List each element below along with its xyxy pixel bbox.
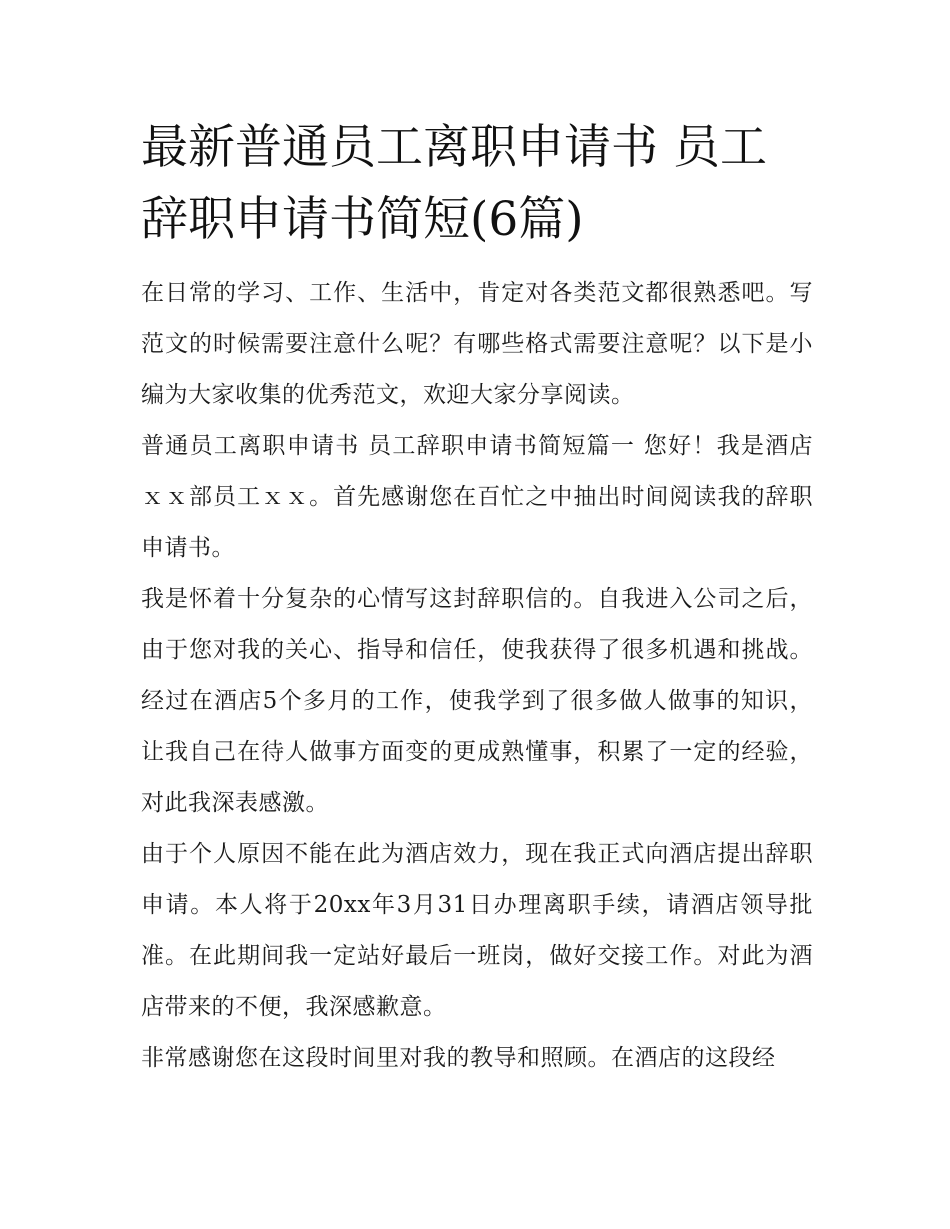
paragraph-reason: 我是怀着十分复杂的心情写这封辞职信的。自我进入公司之后，由于您对我的关心、指导和信任，使我获得了很多机遇和挑战。经过在酒店5个多月的工作，使我学到了很多做人做事的知识，让我自己在待人做事方面变的更成熟懂事，积累了一定的经验，对此我深表感激。: [141, 586, 813, 816]
paragraph-greeting: 普通员工离职申请书 员工辞职申请书简短篇一 您好！我是酒店ｘｘ部员工ｘｘ。首先感谢您在百忙之中抽出时间阅读我的辞职申请书。: [141, 433, 813, 561]
document-title: 最新普通员工离职申请书 员工辞职申请书简短(6篇): [141, 120, 767, 247]
paragraph-thanks: 非常感谢您在这段时间里对我的教导和照顾。在酒店的这段经: [141, 1045, 776, 1071]
paragraph-request: 由于个人原因不能在此为酒店效力，现在我正式向酒店提出辞职申请。本人将于20xx年3月31日办理离职手续，请酒店领导批准。在此期间我一定站好最后一班岗，做好交接工作。对此为酒店带来的不便，我深感歉意。: [141, 841, 813, 1020]
document-body: [141, 112, 813, 1084]
paragraph-intro: 在日常的学习、工作、生活中，肯定对各类范文都很熟悉吧。写范文的时候需要注意什么呢？有哪些格式需要注意呢？以下是小编为大家收集的优秀范文，欢迎大家分享阅读。: [141, 280, 813, 408]
